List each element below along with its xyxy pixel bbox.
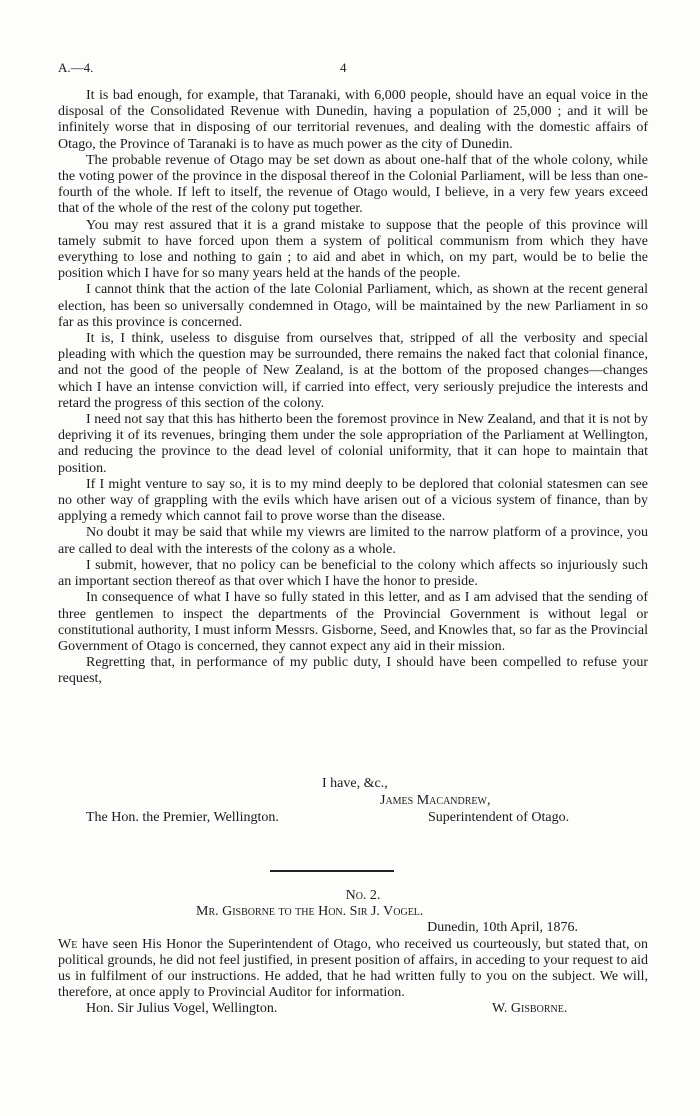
paragraph: It is, I think, useless to disguise from ourselves that, stripped of all the verbosity and special pleading with which the question may be surrounded, there remains the naked fact that colonial finance, and not the good of the people of New Zealand, is at the bottom of the proposed changes—changes which I have an intense conviction will, if carried into effect, very seriously prejudice the interests and retard the progress of this section of the colony. bbox=[58, 331, 648, 411]
letter-footer bbox=[58, 1001, 648, 1018]
paragraph: The probable revenue of Otago may be set down as about one-half that of the whole colony, while the voting power of the province in the disposal thereof in the Colonial Parliament, will be less than one-fourth of the whole. If left to itself, the revenue of Otago would, I believe, in a very few years exceed that of the whole of the rest of the colony put together. bbox=[58, 152, 648, 217]
recipient-address: Hon. Sir Julius Vogel, Wellington. bbox=[86, 1001, 278, 1017]
letter-text-rest: have seen His Honor the Superintendent of Otago, who received us courteously, but stated that, on political grounds, he did not feel justified, in present position of affairs, in acceding to your request to aid us in fulfilment of our instructions. He added, that he had written fully to you on the subject. We will, therefore, at once apply to Provincial Auditor for information. bbox=[58, 936, 648, 1001]
page-header bbox=[58, 60, 648, 80]
page-number: 4 bbox=[340, 60, 347, 75]
letter-text bbox=[58, 937, 648, 1002]
paragraph: If I might venture to say so, it is to my mind deeply to be deplored that colonial statesmen can see no other way of grappling with the evils which have arisen out of a vicious system of finance, than by applying a remedy which cannot fail to prove worse than the disease. bbox=[58, 476, 648, 525]
paragraph: No doubt it may be said that while my viewrs are limited to the narrow platform of a province, you are called to deal with the interests of the colony as a whole. bbox=[58, 525, 648, 557]
paragraph: Regretting that, in performance of my public duty, I should have been compelled to refuse your request, bbox=[58, 655, 648, 687]
signatory-name: James Macandrew, bbox=[380, 793, 491, 808]
letter-heading: Mr. Gisborne to the Hon. Sir J. Vogel. bbox=[196, 904, 424, 920]
signatory-role: Superintendent of Otago. bbox=[428, 810, 570, 825]
place-date: Dunedin, 10th April, 1876. bbox=[427, 920, 578, 936]
paragraph: I cannot think that the action of the late Colonial Parliament, which, as shown at the recent general election, has been so universally condemned in Otago, will be maintained by the new Parliament in so far as this province is concerned. bbox=[58, 282, 648, 330]
letter-body bbox=[58, 88, 648, 688]
first-word: We bbox=[58, 936, 78, 952]
closing: I have, &c., bbox=[322, 776, 388, 791]
recipient-address: The Hon. the Premier, Wellington. bbox=[86, 810, 279, 825]
paragraph: I submit, however, that no policy can be beneficial to the colony which affects so injuriously such an important section thereof as that over which I have the honor to preside. bbox=[58, 557, 648, 590]
letter-number: No. 2. bbox=[345, 888, 381, 903]
letter-no-2 bbox=[58, 888, 648, 1018]
paragraph: It is bad enough, for example, that Taranaki, with 6,000 people, should have an equal voice in the disposal of the Consolidated Revenue with Dunedin, having a population of 25,000 ; and it will be infinitely worse that in disposing of our territorial revenues, and dealing with the domestic affairs of Otago, the Province of Taranaki is to have as much power as the city of Dunedin. bbox=[58, 88, 648, 152]
document-reference: A.—4. bbox=[58, 60, 94, 75]
paragraph: In consequence of what I have so fully stated in this letter, and as I am advised that the sending of three gentlemen to inspect the departments of the Provincial Government is without legal or constitutional authority, I must inform Messrs. Gisborne, Seed, and Knowles that, so far as the Provincial Government of Otago is concerned, they cannot expect any aid in their mission. bbox=[58, 590, 648, 654]
paragraph: You may rest assured that it is a grand mistake to suppose that the people of this province will tamely submit to have forced upon them a system of political communism from which they have everything to lose and nothing to gain ; to aid and abet in which, on my part, would be to belie the position which I have for so many years held at the hands of the people. bbox=[58, 217, 648, 282]
paragraph: I need not say that this has hitherto been the foremost province in New Zealand, and that it is not by depriving it of its revenues, bringing them under the sole appropriation of the Parliament at Wellington, and reducing the province to the dead level of colonial uniformity, that it can hope to maintain that position. bbox=[58, 412, 648, 476]
signoff-block bbox=[58, 776, 648, 836]
signature: W. Gisborne. bbox=[492, 1001, 568, 1017]
section-divider bbox=[270, 870, 394, 872]
